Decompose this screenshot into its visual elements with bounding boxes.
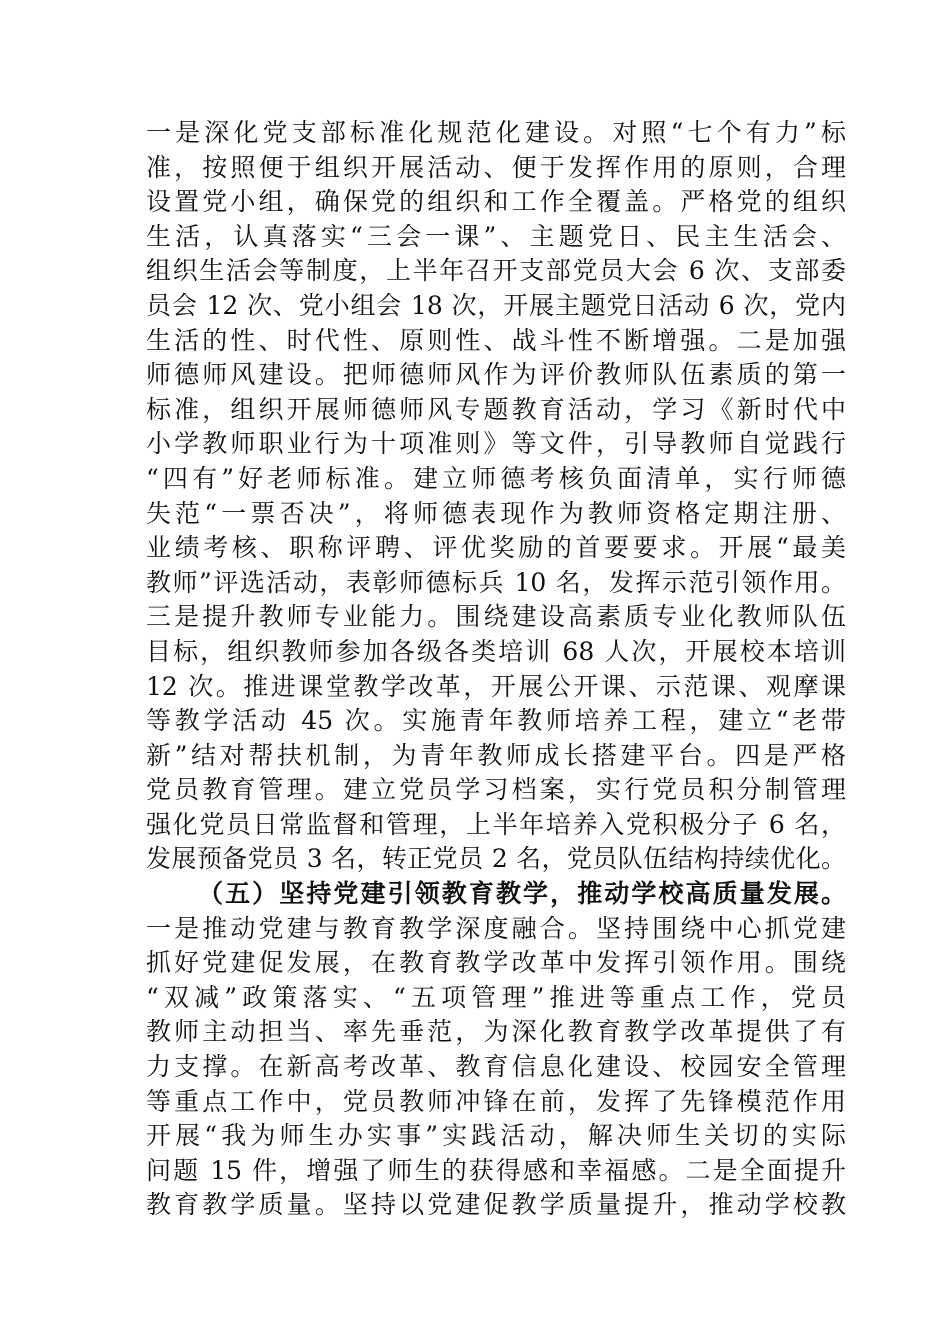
paragraph-line: 力支撑。在新高考改革、教育信息化建设、校园安全管理	[146, 1052, 846, 1082]
paragraph-line: 一是深化党支部标准化规范化建设。对照“七个有力”标	[146, 118, 846, 147]
paragraph-line: 等教学活动 45 次。实施青年教师培养工程，建立“老带	[146, 706, 846, 736]
paragraph-line: 12 次。推进课堂教学改革，开展公开课、示范课、观摩课	[146, 671, 846, 701]
paragraph-line: 生活，认真落实“三会一课”、主题党日、民主生活会、	[146, 221, 846, 251]
paragraph-line: 标准，组织开展师德师风专题教育活动，学习《新时代中	[146, 394, 846, 424]
paragraph-line: 教师主动担当、率先垂范，为深化教育教学改革提供了有	[146, 1017, 846, 1047]
paragraph-line: 员会 12 次、党小组会 18 次，开展主题党日活动 6 次，党内	[146, 290, 846, 320]
paragraph-line: 三是提升教师专业能力。围绕建设高素质专业化教师队伍	[146, 602, 846, 632]
paragraph-line: “双减”政策落实、“五项管理”推进等重点工作，党员	[146, 982, 846, 1012]
paragraph-line: 失范“一票否决”，将师德表现作为教师资格定期注册、	[146, 498, 846, 528]
paragraph-line: 新”结对帮扶机制，为青年教师成长搭建平台。四是严格	[146, 740, 846, 770]
paragraph-line: 问题 15 件，增强了师生的获得感和幸福感。二是全面提升	[146, 1155, 846, 1185]
paragraph-line: 组织生活会等制度，上半年召开支部党员大会 6 次、支部委	[146, 256, 846, 286]
paragraph-line: 小学教师职业行为十项准则》等文件，引导教师自觉践行	[146, 429, 846, 459]
paragraph-line: 教育教学质量。坚持以党建促教学质量提升，推动学校教	[146, 1190, 846, 1220]
paragraph-line: 强化党员日常监督和管理，上半年培养入党积极分子 6 名，	[146, 809, 846, 839]
paragraph-line: 教师”评选活动，表彰师德标兵 10 名，发挥示范引领作用。	[146, 567, 846, 597]
paragraph-line: 等重点工作中，党员教师冲锋在前，发挥了先锋模范作用	[146, 1086, 846, 1116]
section-heading-line: （五）坚持党建引领教育教学，推动学校高质量发展。	[198, 879, 846, 909]
paragraph-line: 抓好党建促发展，在教育教学改革中发挥引领作用。围绕	[146, 948, 846, 978]
paragraph-line: 生活的性、时代性、原则性、战斗性不断增强。二是加强	[146, 325, 846, 355]
paragraph-line: “四有”好老师标准。建立师德考核负面清单，实行师德	[146, 463, 846, 493]
paragraph-line: 准，按照便于组织开展活动、便于发挥作用的原则，合理	[146, 152, 846, 182]
paragraph-line: 开展“我为师生办实事”实践活动，解决师生关切的实际	[146, 1121, 846, 1151]
body-text	[146, 116, 846, 1223]
paragraph-line: 师德师风建设。把师德师风作为评价教师队伍素质的第一	[146, 360, 846, 390]
paragraph-line: 党员教育管理。建立党员学习档案，实行党员积分制管理	[146, 775, 846, 805]
paragraph-line: 一是推动党建与教育教学深度融合。坚持围绕中心抓党建	[146, 913, 846, 943]
paragraph-line: 业绩考核、职称评聘、评优奖励的首要要求。开展“最美	[146, 533, 846, 563]
paragraph-line: 目标，组织教师参加各级各类培训 68 人次，开展校本培训	[146, 636, 846, 666]
paragraph-line: 设置党小组，确保党的组织和工作全覆盖。严格党的组织	[146, 187, 846, 217]
paragraph-line: 发展预备党员 3 名，转正党员 2 名，党员队伍结构持续优化。	[146, 844, 846, 874]
